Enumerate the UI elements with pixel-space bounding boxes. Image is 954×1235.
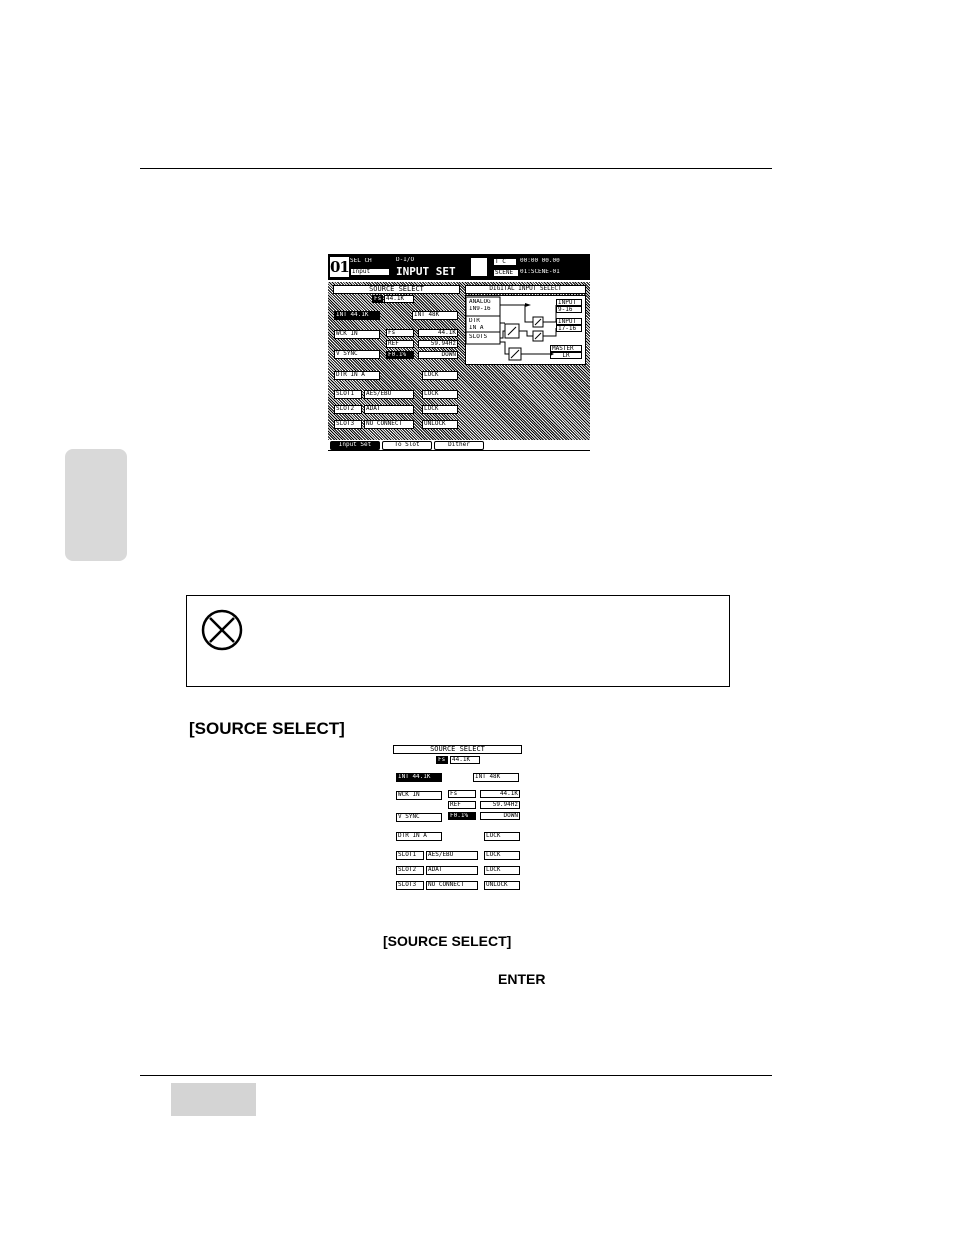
analog-label: ANALOG xyxy=(468,299,500,306)
top-rule xyxy=(140,168,772,169)
slot3-format: NO CONNECT xyxy=(364,420,414,429)
menu-path: D-I/O xyxy=(396,257,466,263)
chapter-side-tab xyxy=(65,449,127,561)
slot2-button[interactable]: SLOT2 xyxy=(334,405,362,414)
timecode: 00:00 00.00 xyxy=(520,258,588,264)
caution-prohibited-icon xyxy=(201,609,243,651)
slot3-status: UNLOCK xyxy=(422,420,458,429)
sel-ch-label: SEL CH xyxy=(350,258,390,264)
dtr-sub: IN A xyxy=(468,325,498,332)
bottom-rule xyxy=(140,1075,772,1076)
slot2-format: ADAT xyxy=(364,405,414,414)
zoom-fs-value: 44.1K xyxy=(450,756,480,764)
input-a-label: INPUT xyxy=(556,299,582,306)
master-label: MASTER xyxy=(550,345,582,352)
zoom-slot1-button[interactable]: SLOT1 xyxy=(396,851,424,860)
header-blank-box xyxy=(470,257,488,277)
ref-value: 59.94Hz xyxy=(418,340,458,348)
sel-ch-value: Input xyxy=(350,268,390,276)
zoom-ref-value: 59.94Hz xyxy=(480,801,520,809)
tab-dither[interactable]: Dither xyxy=(434,441,484,450)
section-title: [SOURCE SELECT] xyxy=(189,719,345,738)
zoom-slot3-format: NO CONNECT xyxy=(426,881,478,890)
zoom-slot2-status: LOCK xyxy=(484,866,520,875)
zoom-int-48k-button[interactable]: INT 48K xyxy=(473,773,519,782)
zoom-title: SOURCE SELECT xyxy=(393,745,522,754)
int-44-1k-button[interactable]: INT 44.1K xyxy=(334,311,380,320)
analog-range: IN9-16 xyxy=(468,306,500,313)
fs-value: 44.1K xyxy=(384,295,414,303)
tab-input-set[interactable]: Input Set xyxy=(330,441,380,450)
zoom-slot1-status: LOCK xyxy=(484,851,520,860)
fs-label: Fs xyxy=(374,295,382,302)
zoom-fd-label: F0.1% xyxy=(448,812,476,820)
channel-number: 01 xyxy=(330,258,349,276)
source-select-title: SOURCE SELECT xyxy=(333,285,460,294)
page-number-box xyxy=(171,1083,256,1116)
slots-label: SLOTS xyxy=(468,334,498,341)
zoom-dtr-status: LOCK xyxy=(484,832,520,841)
screen-title: INPUT SET xyxy=(396,266,466,278)
routing-diagram xyxy=(465,295,586,365)
tab-to-slot[interactable]: To Slot xyxy=(382,441,432,450)
fd-label: F0.1% xyxy=(386,351,414,359)
zoom-slot3-status: UNLOCK xyxy=(484,881,520,890)
zoom-dtr-in-a-button[interactable]: DTR IN A xyxy=(396,832,442,841)
dtr-label: DTR xyxy=(468,318,498,325)
source-select-zoom xyxy=(392,744,523,895)
slot1-status: LOCK xyxy=(422,390,458,399)
dtr-in-a-button[interactable]: DTR IN A xyxy=(334,371,380,380)
input-b-label: INPUT xyxy=(556,318,582,325)
master-sub: LR xyxy=(550,352,582,359)
zoom-slot3-button[interactable]: SLOT3 xyxy=(396,881,424,890)
zoom-wck-in-button[interactable]: WCK IN xyxy=(396,791,442,800)
scene-value: 01:SCENE-01 xyxy=(520,269,588,275)
slot1-button[interactable]: SLOT1 xyxy=(334,390,362,399)
tc-label: T C xyxy=(493,258,517,266)
slot3-button[interactable]: SLOT3 xyxy=(334,420,362,429)
zoom-fs-row-value: 44.1K xyxy=(480,790,520,798)
slot2-status: LOCK xyxy=(422,405,458,414)
fs-row-label: Fs xyxy=(386,329,414,337)
slot1-format: AES/EBU xyxy=(364,390,414,399)
input-b-range: 17-16 xyxy=(556,325,582,332)
digital-input-title: DIGITAL INPUT SELECT xyxy=(465,285,586,294)
fd-value: DOWN xyxy=(418,351,458,359)
tab-baseline xyxy=(328,450,590,451)
source-select-reference: [SOURCE SELECT] xyxy=(383,933,512,949)
zoom-fd-value: DOWN xyxy=(480,812,520,820)
zoom-slot1-format: AES/EBU xyxy=(426,851,478,860)
zoom-fs-row-label: Fs xyxy=(448,790,476,798)
zoom-fs-label: Fs xyxy=(436,756,448,764)
v-sync-button[interactable]: V SYNC xyxy=(334,350,380,359)
zoom-ref-label: REF xyxy=(448,801,476,809)
input-a-range: 9-16 xyxy=(556,306,582,313)
fs-row-value: 44.1K xyxy=(418,329,458,337)
caution-box xyxy=(186,595,730,687)
zoom-slot2-format: ADAT xyxy=(426,866,478,875)
zoom-int-44-1k-button[interactable]: INT 44.1K xyxy=(396,773,442,782)
enter-key-reference: ENTER xyxy=(498,971,546,987)
dtr-status: LOCK xyxy=(422,371,458,380)
wck-in-button[interactable]: WCK IN xyxy=(334,330,380,339)
lcd-input-set-screen xyxy=(328,254,590,452)
int-48k-button[interactable]: INT 48K xyxy=(412,311,458,320)
ref-label: REF xyxy=(386,340,414,348)
scene-label: SCENE xyxy=(493,269,519,277)
zoom-v-sync-button[interactable]: V SYNC xyxy=(396,813,442,822)
zoom-slot2-button[interactable]: SLOT2 xyxy=(396,866,424,875)
